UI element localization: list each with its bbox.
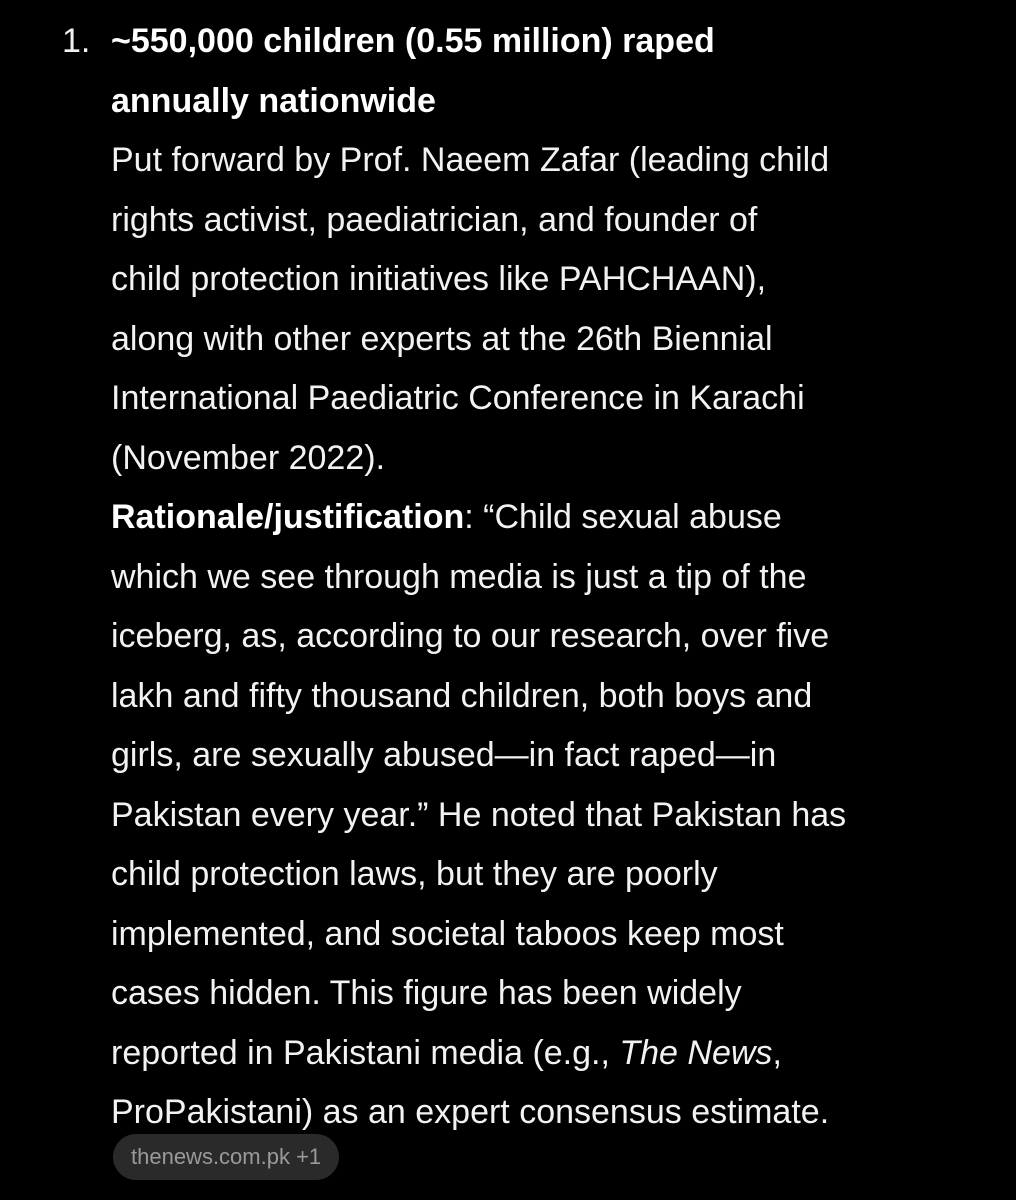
rationale-paragraph — [111, 488, 991, 1143]
rationale-line: girls, are sexually abused—in fact raped—in — [111, 736, 777, 774]
rationale-line: child protection laws, but they are poorly — [111, 855, 718, 893]
attribution-line: International Paediatric Conference in Karachi — [111, 379, 805, 417]
media-line-suffix: , — [772, 1033, 782, 1072]
rationale-line: Pakistan every year.” He noted that Pakistan has — [111, 795, 847, 834]
final-line: ProPakistani) as an expert consensus estimate. — [111, 1093, 830, 1131]
attribution-line: rights activist, paediatrician, and founder of — [111, 200, 758, 239]
heading-line: ~550,000 children (0.55 million) raped — [111, 22, 715, 60]
list-item-content — [111, 12, 991, 1143]
media-line — [111, 1024, 991, 1084]
media-line-italic: The News — [619, 1033, 773, 1072]
rationale-first-line-text: : “Child sexual abuse — [464, 498, 782, 536]
item-heading — [111, 12, 991, 131]
source-chip[interactable] — [113, 1134, 339, 1180]
heading-line: annually nationwide — [111, 81, 436, 120]
attribution-line: (November 2022). — [111, 438, 386, 477]
media-line-prefix: reported in Pakistani media (e.g., — [111, 1033, 620, 1072]
rationale-first-line — [111, 488, 991, 548]
rationale-line: cases hidden. This figure has been widely — [111, 974, 742, 1012]
attribution-paragraph — [111, 131, 991, 488]
rationale-line: which we see through media is just a tip of the — [111, 557, 807, 596]
attribution-line: Put forward by Prof. Naeem Zafar (leading child — [111, 141, 830, 179]
list-marker: 1. — [62, 22, 91, 60]
rationale-label: Rationale/justification — [111, 498, 465, 536]
rationale-line: lakh and fifty thousand children, both boys and — [111, 676, 813, 715]
rationale-line: implemented, and societal taboos keep most — [111, 914, 784, 953]
source-chip-label: thenews.com.pk +1 — [131, 1144, 322, 1169]
rationale-line: iceberg, as, according to our research, over five — [111, 617, 830, 655]
attribution-line: child protection initiatives like PAHCHAAN), — [111, 260, 767, 298]
attribution-line: along with other experts at the 26th Biennial — [111, 319, 773, 358]
